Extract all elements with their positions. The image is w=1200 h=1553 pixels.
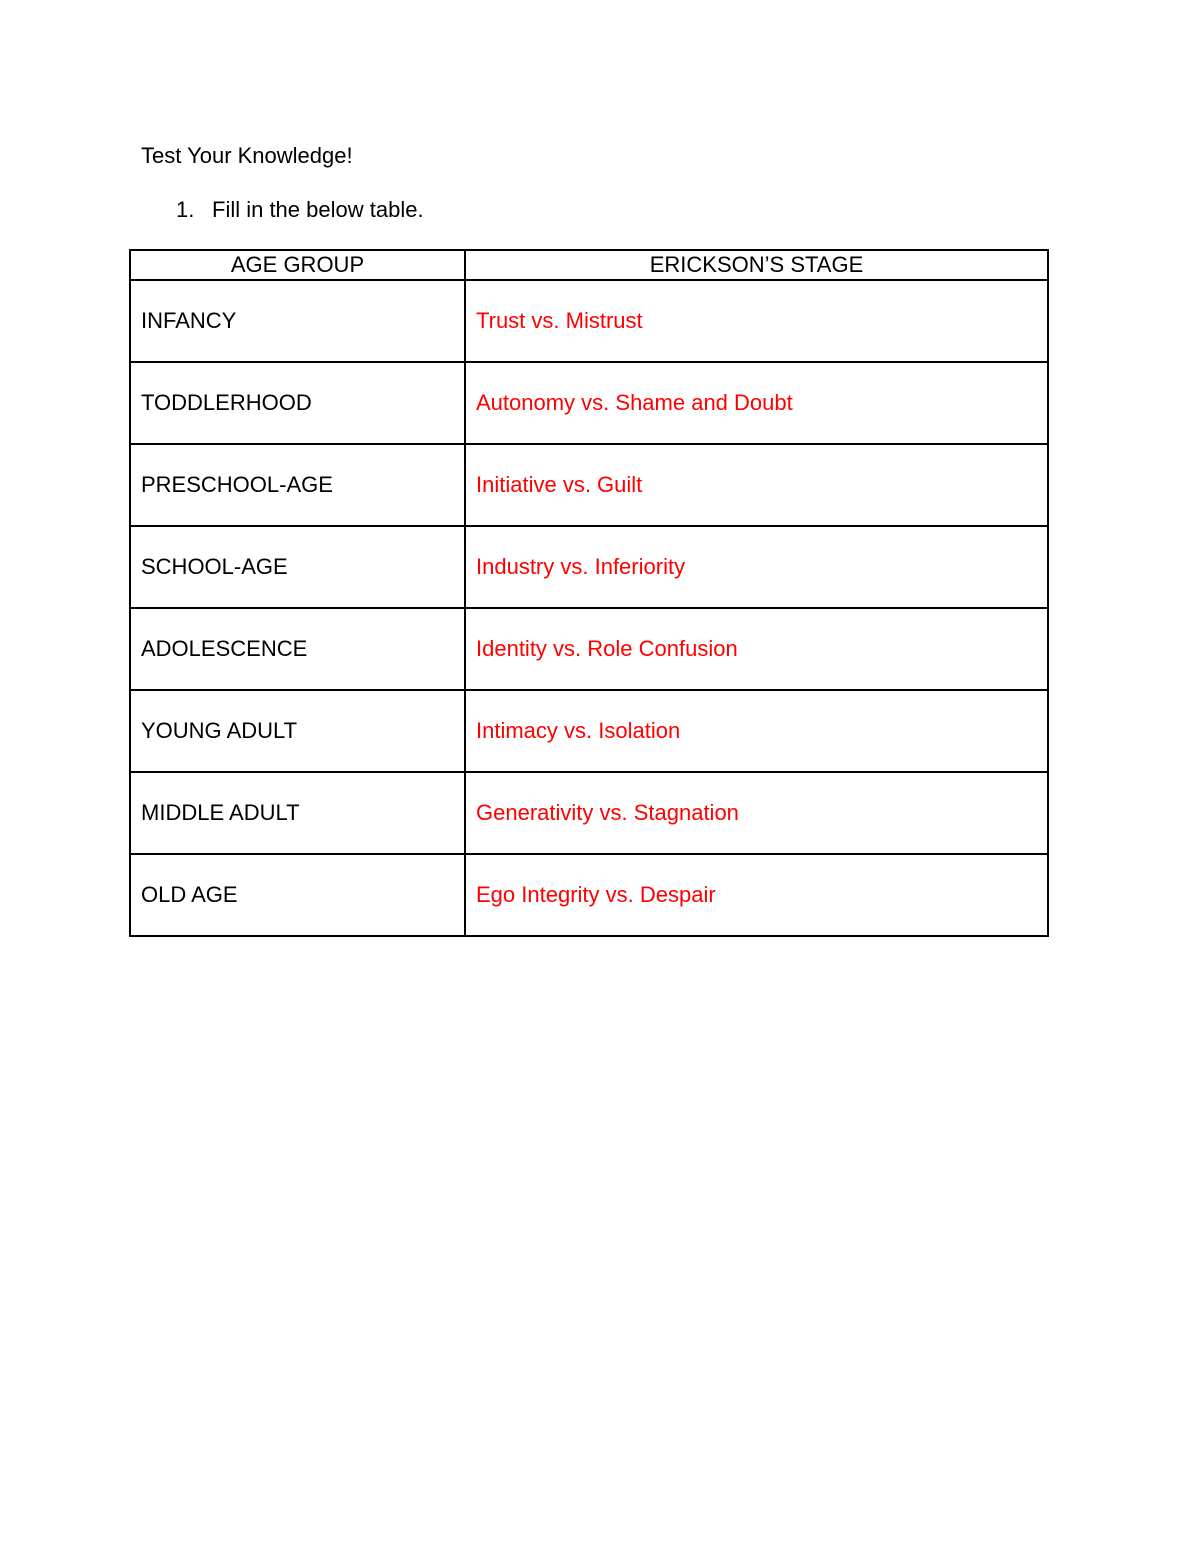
age-group-cell: TODDLERHOOD: [130, 362, 465, 444]
stage-cell: Autonomy vs. Shame and Doubt: [465, 362, 1048, 444]
stage-cell: Ego Integrity vs. Despair: [465, 854, 1048, 936]
table-row: [130, 608, 1048, 690]
stage-cell: Identity vs. Role Confusion: [465, 608, 1048, 690]
age-group-cell: PRESCHOOL-AGE: [130, 444, 465, 526]
age-group-cell: MIDDLE ADULT: [130, 772, 465, 854]
table-row: [130, 526, 1048, 608]
stage-cell: Generativity vs. Stagnation: [465, 772, 1048, 854]
table-header-row: [130, 250, 1048, 280]
table-row: [130, 690, 1048, 772]
column-header-stage: ERICKSON’S STAGE: [465, 250, 1048, 280]
age-group-cell: SCHOOL-AGE: [130, 526, 465, 608]
erikson-stage-table: [129, 249, 1049, 937]
instruction-text: Fill in the below table.: [212, 197, 424, 222]
stage-cell: Initiative vs. Guilt: [465, 444, 1048, 526]
table-row: [130, 772, 1048, 854]
page-title: Test Your Knowledge!: [141, 143, 353, 168]
column-header-age-group: AGE GROUP: [130, 250, 465, 280]
age-group-cell: ADOLESCENCE: [130, 608, 465, 690]
stage-cell: Trust vs. Mistrust: [465, 280, 1048, 362]
instruction-item: [176, 196, 424, 224]
age-group-cell: YOUNG ADULT: [130, 690, 465, 772]
age-group-cell: OLD AGE: [130, 854, 465, 936]
table-row: [130, 280, 1048, 362]
age-group-cell: INFANCY: [130, 280, 465, 362]
stage-cell: Industry vs. Inferiority: [465, 526, 1048, 608]
table-row: [130, 362, 1048, 444]
table-row: [130, 854, 1048, 936]
list-number: 1.: [176, 197, 195, 222]
stage-cell: Intimacy vs. Isolation: [465, 690, 1048, 772]
table-row: [130, 444, 1048, 526]
